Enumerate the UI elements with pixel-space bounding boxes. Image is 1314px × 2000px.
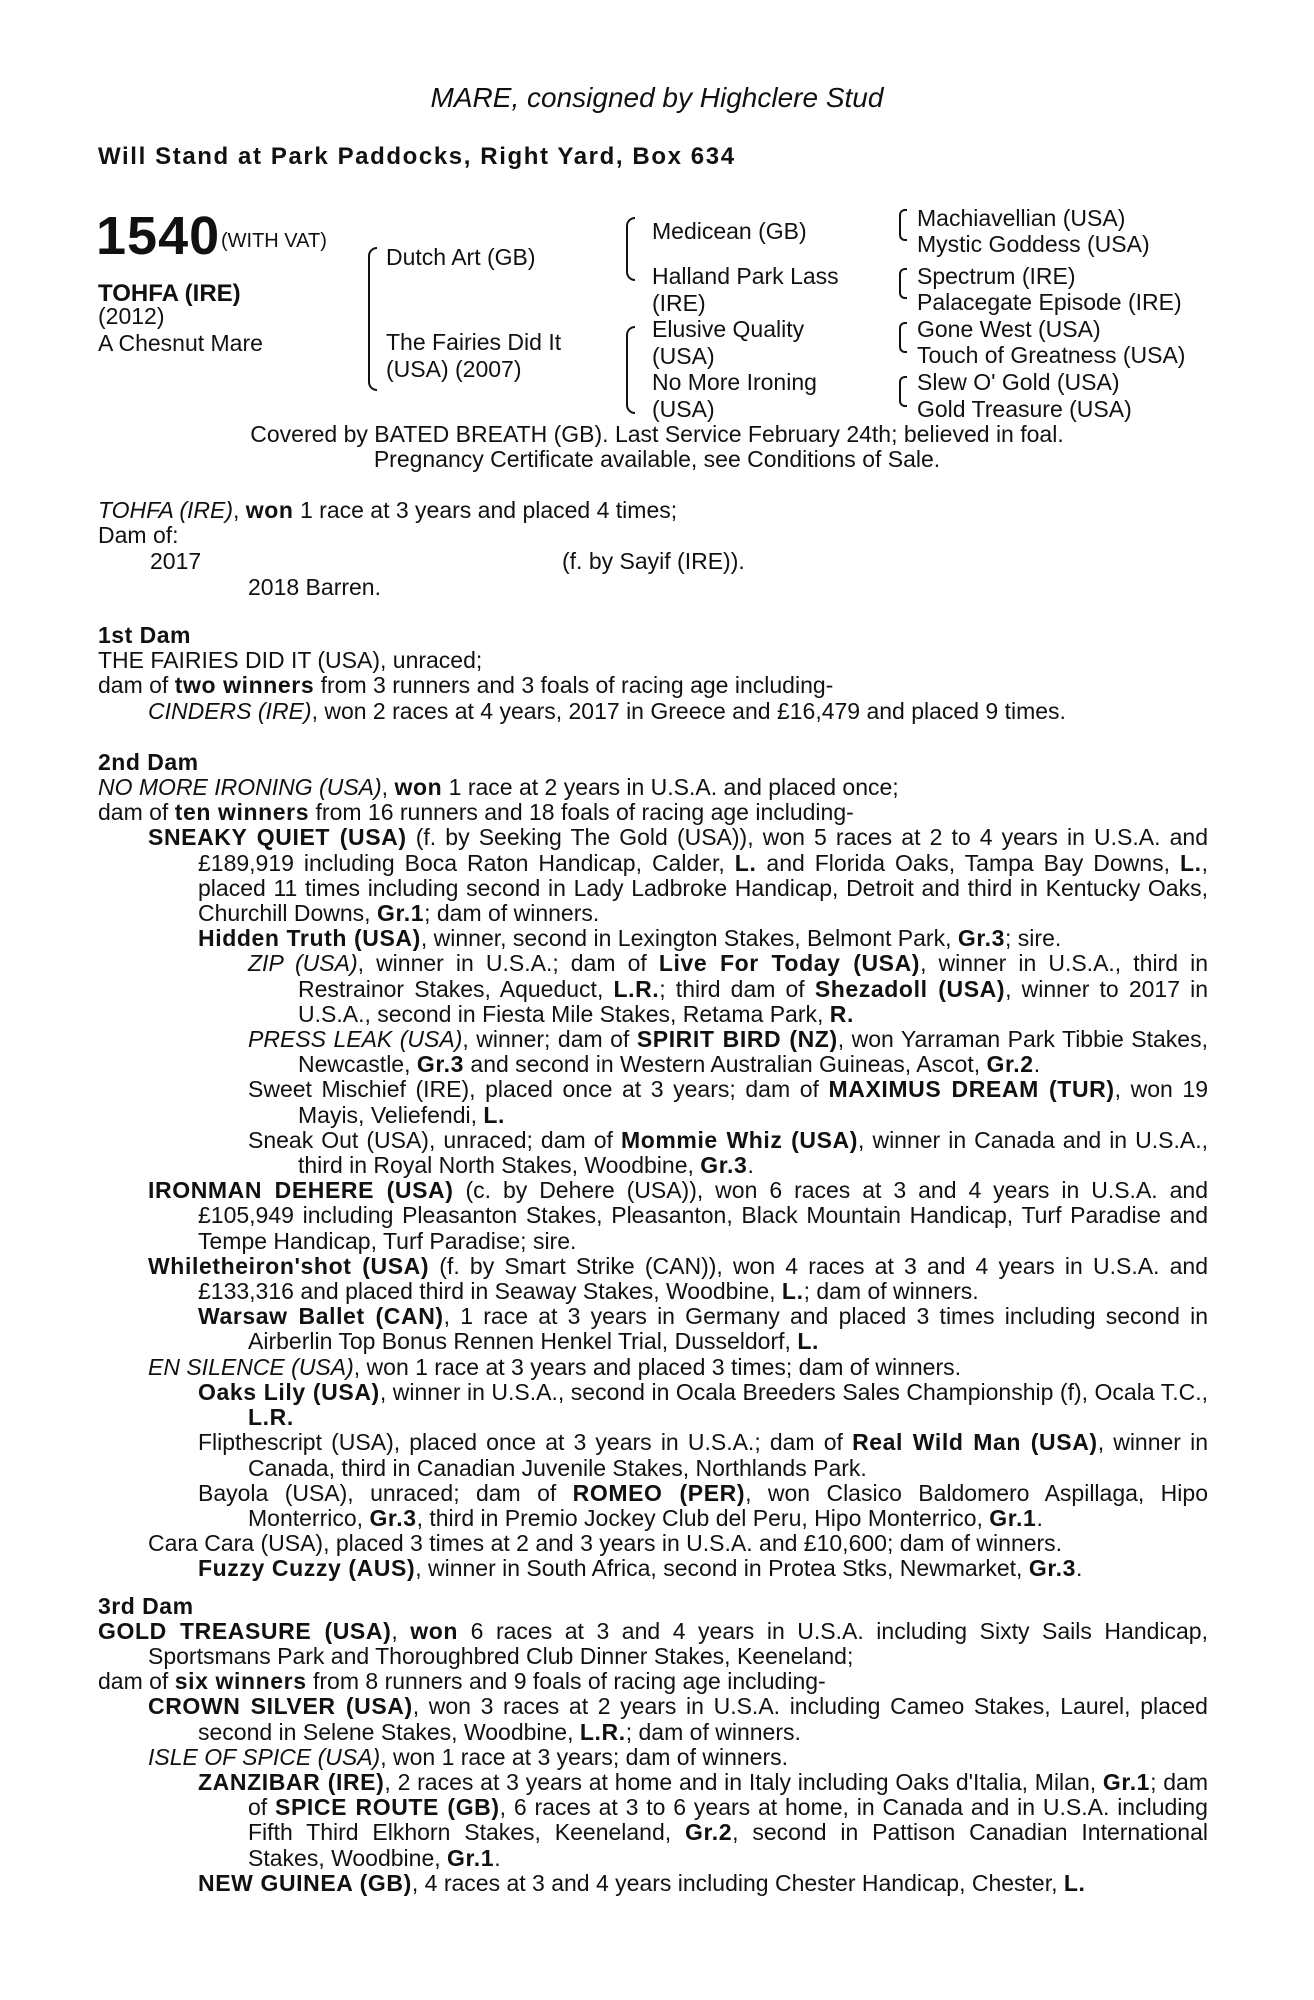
sire-sire: Medicean (GB) [652,218,807,244]
produce-entry: Sneak Out (USA), unraced; dam of Mommie Whiz (USA), winner in Canada and in U.S.A., third in Royal North Stakes, Woodbine, Gr.3. [248,1126,1208,1179]
dam-line: THE FAIRIES DID IT (USA), unraced; [98,647,483,674]
dam-dam: No More Ironing (USA) [652,369,817,422]
dam-sire: Elusive Quality (USA) [652,316,805,369]
dam-dam-sire: Slew O' Gold (USA) [917,369,1120,395]
produce-entry: Whiletheiron'shot (USA) (f. by Smart Strike (CAN)), won 4 races at 3 and 4 years in U.S.A. and £133,316 and placed third in Seaway Stakes, Woodbine, L.; dam of winners. [148,1252,1208,1305]
location-line: Will Stand at Park Paddocks, Right Yard, Box 634 [98,143,736,170]
produce-entry: Flipthescript (USA), placed once at 3 years in U.S.A.; dam of Real Wild Man (USA), winner in Canada, third in Canadian Juvenile Stakes, Northlands Park. [198,1429,1209,1481]
sire-sire-sire: Machiavellian (USA) [917,205,1126,231]
lot-number: 1540 [96,206,221,266]
dam-line: GOLD TREASURE (USA), won 6 races at 3 and 4 years in U.S.A. including Sixty Sails Handicap, Sportsmans Park and Thoroughbred Club Dinner Stakes, Keeneland; [98,1617,1208,1669]
pedigree-brace [899,209,907,241]
dam-sire-sire: Gone West (USA) [917,316,1101,342]
produce-entry: SNEAKY QUIET (USA) (f. by Seeking The Gold (USA)), won 5 races at 2 to 4 years in U.S.A. and £189,919 including Boca Raton Handicap, Calder, L. and Florida Oaks, Tampa Bay Downs, L., placed 11 times including second in Lady Ladbroke Handicap, Detroit and third in Kentucky Oaks, Churchill Downs, Gr.1; dam of winners. [148,824,1208,927]
pedigree-brace [899,322,907,353]
produce-entry: Bayola (USA), unraced; dam of ROMEO (PER), won Clasico Baldomero Aspillaga, Hipo Monterrico, Gr.3, third in Premio Jockey Club del Peru, Hipo Monterrico, Gr.1. [198,1479,1208,1531]
pedigree-brace [368,247,377,391]
sire-dam-sire: Spectrum (IRE) [917,263,1076,289]
produce-entry: EN SILENCE (USA), won 1 race at 3 years and placed 3 times; dam of winners. [148,1353,962,1380]
produce-entry: Fuzzy Cuzzy (AUS), winner in South Africa, second in Protea Stks, Newmarket, Gr.3. [198,1555,1083,1582]
vat-note: (WITH VAT) [221,230,327,252]
produce-entry: CINDERS (IRE), won 2 races at 4 years, 2017 in Greece and £16,479 and placed 9 times. [148,697,1066,724]
produce-entry: Hidden Truth (USA), winner, second in Lexington Stakes, Belmont Park, Gr.3; sire. [198,925,1062,952]
dam-dam-dam: Gold Treasure (USA) [917,396,1132,422]
dam-of-label: Dam of: [98,522,179,548]
covering-note: Covered by BATED BREATH (GB). Last Service February 24th; believed in foal. [250,421,1064,447]
produce-entry: Cara Cara (USA), placed 3 times at 2 and 3 years in U.S.A. and £10,600; dam of winners. [148,1530,1063,1557]
pedigree-brace [899,268,907,299]
sire-sire-dam: Mystic Goddess (USA) [917,231,1150,257]
dam-line: dam of two winners from 3 runners and 3 foals of racing age including- [98,672,834,699]
sire-dam-dam: Palacegate Episode (IRE) [917,289,1182,315]
consignor-heading: MARE, consigned by Highclere Stud [430,82,884,113]
pedigree-brace [626,326,635,414]
foal-2018: 2018 Barren. [248,574,381,600]
produce-entry: IRONMAN DEHERE (USA) (c. by Dehere (USA)), won 6 races at 3 and 4 years in U.S.A. and £105,949 including Pleasanton Stakes, Pleasanton, Black Mountain Handicap, Turf Paradise and Tempe Handicap, Turf Paradise; sire. [148,1177,1209,1254]
sire-dam: Halland Park Lass (IRE) [652,263,839,316]
dam-line: dam of ten winners from 16 runners and 18 foals of racing age including- [98,799,854,826]
produce-entry: Warsaw Ballet (CAN), 1 race at 3 years in Germany and placed 3 times including second in Airberlin Top Bonus Rennen Henkel Trial, Dusseldorf, L. [198,1303,1208,1355]
section-heading: 2nd Dam [98,748,199,775]
sire: Dutch Art (GB) [386,244,536,270]
race-summary: 1 race at 3 years and placed 4 times; [293,497,678,523]
dam-line: dam of six winners from 8 runners and 9 foals of racing age including- [98,1668,826,1695]
produce-entry: NEW GUINEA (GB), 4 races at 3 and 4 years including Chester Handicap, Chester, L. [198,1869,1086,1896]
produce-entry: ZIP (USA), winner in U.S.A.; dam of Live For Today (USA), winner in U.S.A., third in Restrainor Stakes, Aqueduct, L.R.; third dam of Shezadoll (USA), winner to 2017 in U.S.A., second in Fiesta Mile Stakes, Retama Park, R. [248,950,1208,1027]
foaling-year: (2012) [98,303,165,329]
horse-name: TOHFA (IRE) [98,280,241,307]
horse-name-italic: TOHFA (IRE) [98,497,234,523]
race-record: TOHFA (IRE), won 1 race at 3 years and placed 4 times; [98,497,678,523]
pregnancy-note: Pregnancy Certificate available, see Conditions of Sale. [373,446,941,472]
foal-2017-year: 2017 [150,548,202,574]
foal-2017-desc: (f. by Sayif (IRE)). [562,548,745,574]
produce-entry: ISLE OF SPICE (USA), won 1 race at 3 years; dam of winners. [148,1743,789,1770]
dam-sire-dam: Touch of Greatness (USA) [917,342,1186,368]
horse-description: A Chesnut Mare [98,330,263,356]
pedigree-brace [899,376,907,407]
won-label: won [245,497,294,523]
dam: The Fairies Did It (USA) (2007) [386,329,562,382]
produce-entry: Oaks Lily (USA), winner in U.S.A., second in Ocala Breeders Sales Championship (f), Ocala T.C., L.R. [198,1378,1209,1431]
produce-entry: CROWN SILVER (USA), won 3 races at 2 years in U.S.A. including Cameo Stakes, Laurel, placed second in Selene Stakes, Woodbine, L.R.; dam of winners. [148,1693,1208,1745]
produce-entry: Sweet Mischief (IRE), placed once at 3 years; dam of MAXIMUS DREAM (TUR), won 19 Mayis, Veliefendi, L. [248,1076,1208,1128]
produce-entry: PRESS LEAK (USA), winner; dam of SPIRIT BIRD (NZ), won Yarraman Park Tibbie Stakes, Newcastle, Gr.3 and second in Western Australian Guineas, Ascot, Gr.2. [248,1026,1208,1078]
dam-record [98,623,1208,1896]
section-heading: 1st Dam [98,622,191,648]
produce-entry: ZANZIBAR (IRE), 2 races at 3 years at home and in Italy including Oaks d'Italia, Milan, Gr.1; dam of SPICE ROUTE (GB), 6 races at 3 to 6 years at home, in Canada and in U.S.A. including Fifth Third Elkhorn Stakes, Keeneland, Gr.2, second in Pattison Canadian International Stakes, Woodbine, Gr.1. [198,1768,1208,1871]
pedigree-brace [626,217,635,281]
section-heading: 3rd Dam [98,1592,194,1619]
dam-line: NO MORE IRONING (USA), won 1 race at 2 years in U.S.A. and placed once; [98,774,899,801]
